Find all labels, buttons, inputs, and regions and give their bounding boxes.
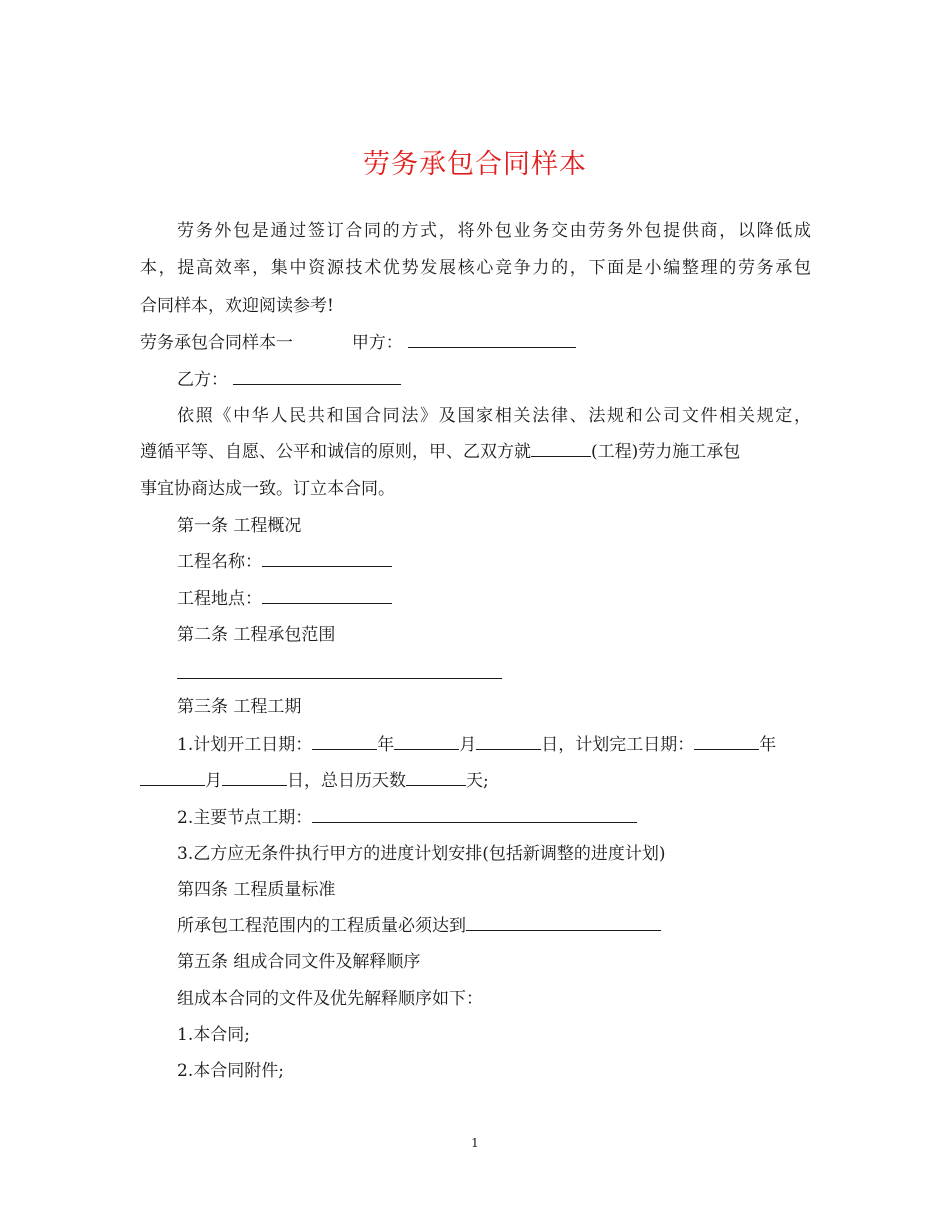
- article1-heading: 第一条 工程概况: [177, 516, 302, 536]
- project-location-label: 工程地点：: [177, 589, 262, 609]
- end-day-unit: 日: [287, 771, 304, 791]
- documents-intro: 组成本合同的文件及优先解释顺序如下：: [177, 989, 483, 1009]
- start-day-unit: 日: [541, 735, 559, 755]
- project-name-blank: [262, 550, 392, 567]
- start-month-blank: [394, 733, 459, 750]
- preamble-text-b: (工程)劳力施工承包: [591, 442, 741, 462]
- milestone-line: [177, 806, 637, 830]
- intro-line-1: 劳务外包是通过签订合同的方式，将外包业务交由劳务外包提供商，以降低成: [177, 221, 811, 241]
- preamble-text-a: 遵循平等、自愿、公平和诚信的原则，甲、乙双方就: [140, 442, 531, 462]
- party-a-label: 甲方：: [351, 333, 403, 353]
- start-year-unit: 年: [377, 735, 395, 755]
- sample-heading-line: [140, 331, 576, 355]
- preamble-line-1: 依照《中华人民共和国合同法》及国家相关法律、法规和公司文件相关规定，: [177, 406, 811, 426]
- project-location-line: [177, 587, 392, 611]
- project-location-blank: [262, 587, 392, 604]
- end-year-unit: 年: [759, 735, 777, 755]
- end-day-blank: [222, 769, 287, 786]
- end-year-blank: [694, 733, 759, 750]
- total-days-blank: [406, 769, 466, 786]
- party-b-label: 乙方：: [177, 370, 228, 390]
- page-number: 1: [471, 1136, 479, 1150]
- milestone-label: 2.主要节点工期：: [177, 808, 313, 828]
- end-date-label: ，计划完工日期：: [558, 735, 695, 755]
- start-month-unit: 月: [459, 735, 477, 755]
- documents-item-1: 1.本合同;: [177, 1025, 250, 1045]
- article2-heading: 第二条 工程承包范围: [177, 625, 336, 645]
- preamble-line-3: 事宜协商达成一致。订立本合同。: [140, 479, 395, 499]
- article5-heading: 第五条 组成合同文件及解释顺序: [177, 952, 421, 972]
- total-days-unit: 天;: [466, 771, 489, 791]
- party-b-blank: [233, 368, 401, 385]
- preamble-line-2: [140, 440, 740, 464]
- schedule-line-2: [140, 769, 489, 793]
- total-days-label: ，总日历天数: [304, 771, 406, 791]
- party-a-blank: [408, 331, 576, 348]
- scope-blank: [177, 678, 502, 679]
- article4-heading: 第四条 工程质量标准: [177, 880, 336, 900]
- project-name-line: [177, 550, 392, 574]
- quality-text: 所承包工程范围内的工程质量必须达到: [177, 916, 466, 936]
- article3-heading: 第三条 工程工期: [177, 697, 302, 717]
- intro-line-3: 合同样本，欢迎阅读参考!: [140, 296, 334, 316]
- schedule-item-3: 3.乙方应无条件执行甲方的进度计划安排(包括新调整的进度计划): [177, 844, 666, 864]
- start-year-blank: [312, 733, 377, 750]
- party-b-line: [177, 368, 401, 392]
- intro-line-2: 本，提高效率，集中资源技术优势发展核心竞争力的，下面是小编整理的劳务承包: [140, 258, 811, 278]
- document-title: 劳务承包合同样本: [363, 149, 587, 180]
- schedule-line-1: [177, 733, 776, 757]
- documents-item-2: 2.本合同附件;: [177, 1061, 284, 1081]
- project-name-label: 工程名称：: [177, 552, 262, 572]
- milestone-blank: [312, 806, 637, 823]
- end-month-unit: 月: [205, 771, 222, 791]
- start-date-label: 1.计划开工日期：: [177, 735, 313, 755]
- start-day-blank: [476, 733, 541, 750]
- project-blank: [531, 440, 591, 457]
- end-month-blank: [140, 769, 205, 786]
- quality-blank: [466, 914, 661, 931]
- quality-line: [177, 914, 661, 938]
- sample-heading: 劳务承包合同样本一: [140, 333, 293, 353]
